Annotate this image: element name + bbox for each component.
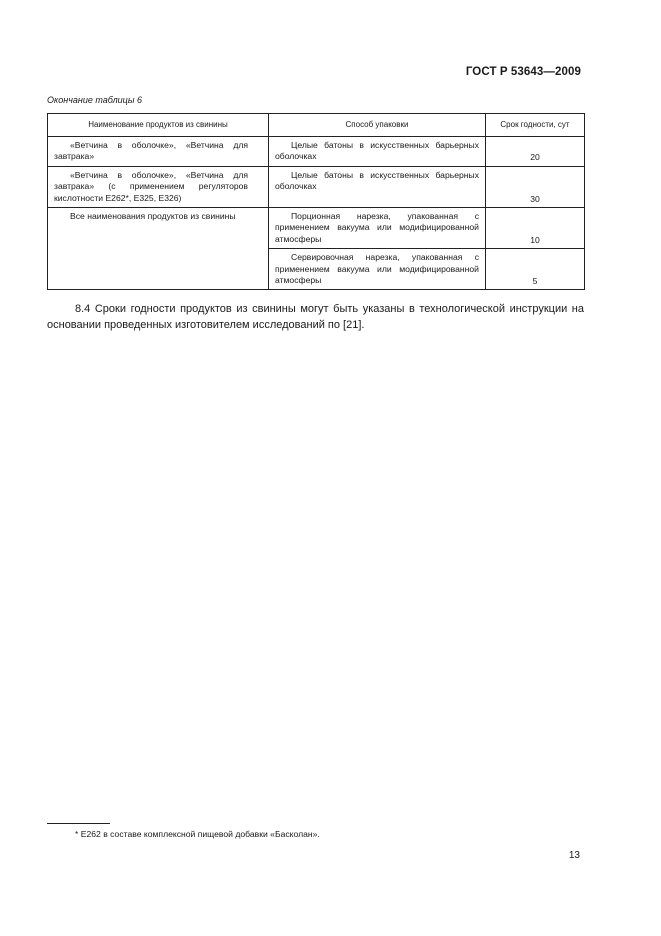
shelf-life-cell: 5	[486, 249, 585, 290]
document-code: ГОСТ Р 53643—2009	[465, 66, 581, 78]
column-header-packaging: Способ упаковки	[269, 114, 486, 137]
table-row	[48, 208, 585, 249]
product-name-cell: «Ветчина в оболочке», «Ветчина для завтрака»	[48, 137, 269, 167]
table-header-row	[48, 114, 585, 137]
packaging-cell: Целые батоны в искусственных барьерных оболочках	[269, 137, 486, 167]
footnote-divider	[47, 823, 110, 824]
page-number: 13	[568, 850, 580, 861]
packaging-cell: Сервировочная нарезка, упакованная с применением вакуума или модифицированной атмосферы	[269, 249, 486, 290]
body-paragraph: 8.4 Сроки годности продуктов из свинины могут быть указаны в технологической инструкции на основании проведенных изготовителем исследований по [21].	[47, 303, 584, 331]
packaging-cell: Целые батоны в искусственных барьерных оболочках	[269, 166, 486, 207]
shelf-life-cell: 20	[486, 137, 585, 167]
product-name-cell: Все наименования продуктов из свинины	[48, 208, 269, 290]
footnote: * Е262 в составе комплексной пищевой добавки «Басколан».	[75, 829, 320, 839]
table-caption: Окончание таблицы 6	[47, 95, 142, 105]
table-row	[48, 166, 585, 207]
table-row	[48, 137, 585, 167]
packaging-cell: Порционная нарезка, упакованная с применением вакуума или модифицированной атмосферы	[269, 208, 486, 249]
shelf-life-cell: 30	[486, 166, 585, 207]
shelf-life-cell: 10	[486, 208, 585, 249]
product-name-cell: «Ветчина в оболочке», «Ветчина для завтрака» (с применением регуляторов кислотности Е262*, Е325, Е326)	[48, 166, 269, 207]
column-header-name: Наименование продуктов из свинины	[48, 114, 269, 137]
shelf-life-table	[47, 113, 585, 290]
column-header-shelf-life: Срок годности, сут	[486, 114, 585, 137]
